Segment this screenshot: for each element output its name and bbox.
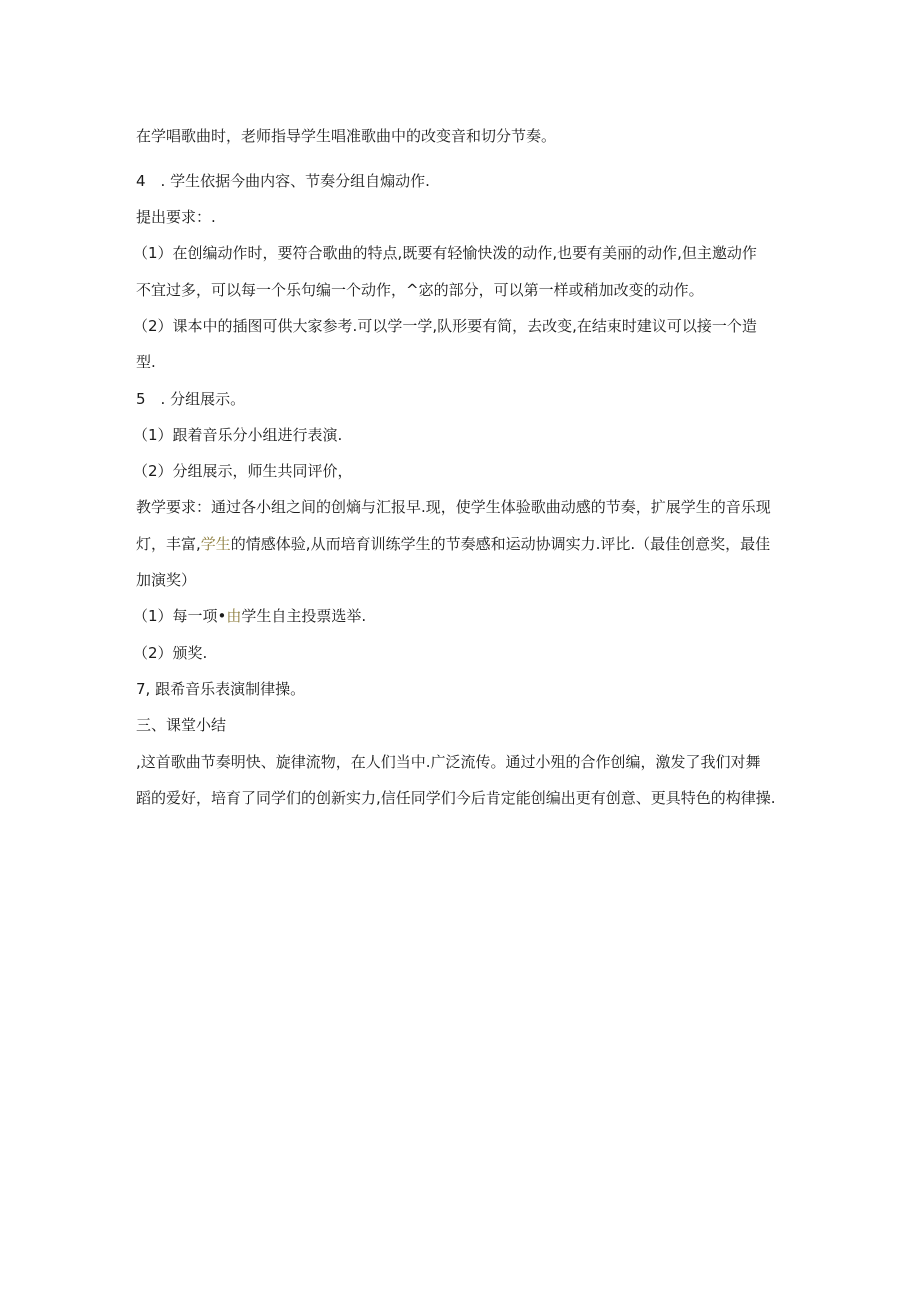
summary-line1: ,这首歌曲节奏明快、旋律流物，在人们当中.广泛流传。通过小殂的合作创编，激发了我们对舞	[136, 753, 761, 771]
requirement-2-line1: （2）课本中的插图可供大家参考.可以学一学,队形要有简，去改变,在结束时建议可以接一个造	[133, 317, 757, 335]
step-5-heading: 5 . 分组展示。	[136, 390, 246, 408]
highlighted-text: 由	[226, 607, 242, 625]
teaching-requirement-line3: 加演奖）	[136, 571, 197, 589]
teaching-requirement-line2	[136, 534, 770, 554]
requirements-label: 提出要求：.	[136, 208, 216, 226]
text-run: （1）每一项•	[133, 607, 227, 625]
summary-line2: 蹈的爱好，培育了同学们的创新实力,信任同学们今后肯定能创编出更有创意、更具特色的构律操.	[136, 789, 776, 807]
step-7-heading: 7, 跟希音乐表演制律操。	[136, 680, 306, 698]
requirement-2-line2: 型.	[136, 353, 156, 371]
step-5-item-2: （2）分组展示，师生共同评价，	[133, 462, 353, 480]
text-run: 学生自主投票选举.	[241, 607, 367, 625]
requirement-1-line1: （1）在创编动作时，要符合歌曲的特点,既要有轻愉快泼的动作,也要有美丽的动作,但主邀动作	[133, 244, 757, 262]
highlighted-text: 学生	[200, 535, 231, 553]
section-3-heading: 三、课堂小结	[136, 716, 227, 734]
text-run: 灯，丰富,	[136, 535, 201, 553]
step-5-item-1: （1）跟着音乐分小组进行表演.	[133, 426, 343, 444]
step-4-heading: 4 . 学生依据今曲内容、节奏分组自煽动作.	[136, 172, 430, 190]
text-run: 的情感体验,从而培育训练学生的节奏感和运动协调实力.评比.（最佳创意奖，最佳	[230, 535, 771, 553]
award-item-1	[133, 606, 366, 626]
teaching-requirement-line1: 教学要求：通过各小组之间的创熵与汇报早.现，使学生体验歌曲动感的节奏，扩展学生的音乐现	[136, 498, 771, 516]
requirement-1-line2: 不宜过多，可以每一个乐句编一个动作，^宓的部分，可以第一样或稍加改变的动作。	[136, 281, 704, 299]
paragraph-line: 在学唱歌曲时，老师指导学生唱准歌曲中的改变音和切分节奏。	[136, 127, 557, 145]
award-item-2: （2）颁奖.	[133, 644, 208, 662]
